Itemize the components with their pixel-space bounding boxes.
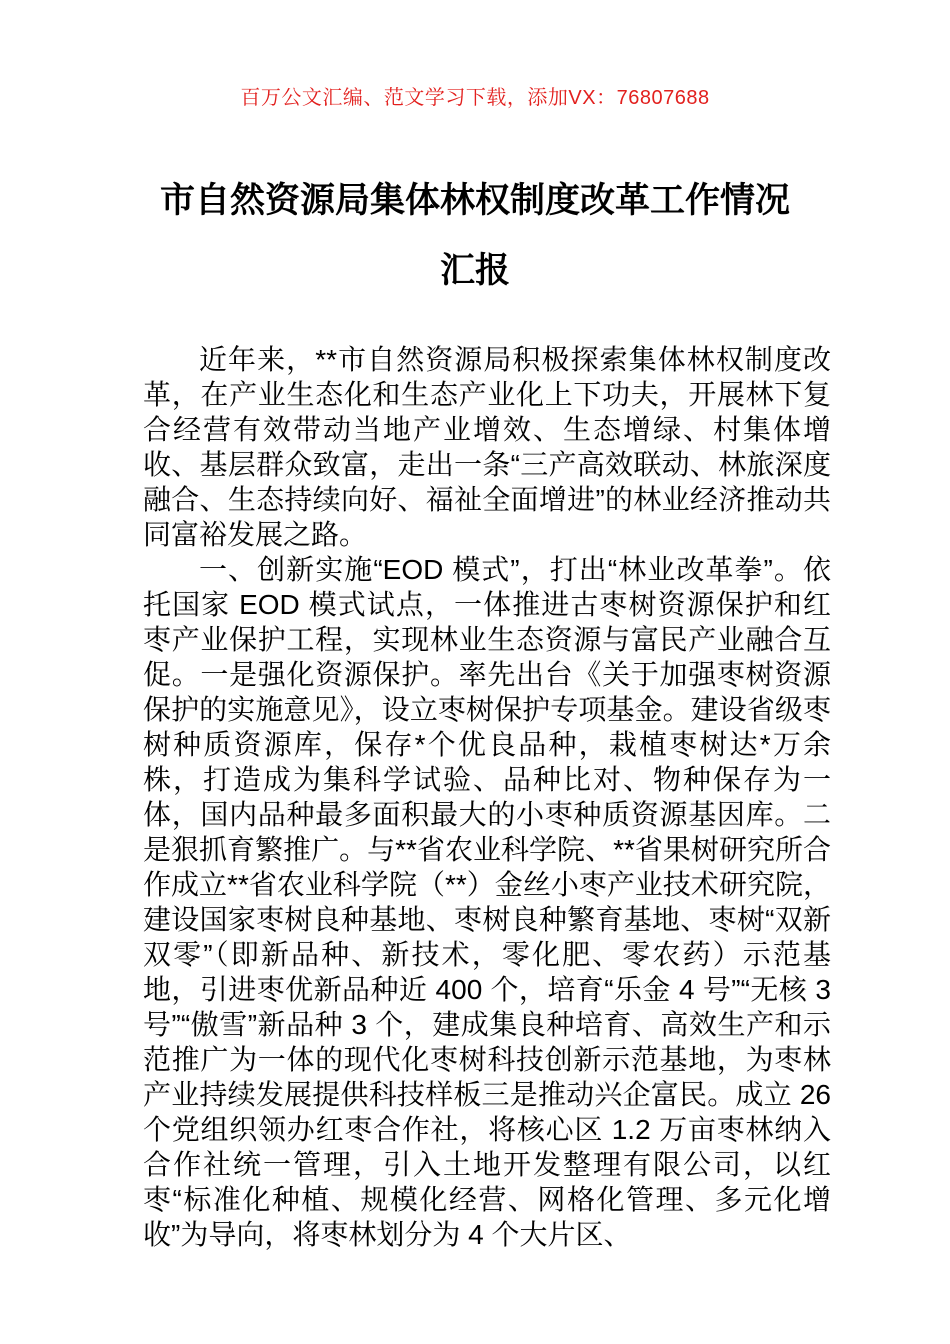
document-body	[143, 342, 831, 1252]
document-title	[0, 166, 950, 306]
paragraph-intro: 近年来，**市自然资源局积极探索集体林权制度改革，在产业生态化和生态产业化上下功夫，开展林下复合经营有效带动当地产业增效、生态增绿、村集体增收、基层群众致富，走出一条“三产高效联动、林旅深度融合、生态持续向好、福祉全面增进”的林业经济推动共同富裕发展之路。	[143, 344, 831, 550]
watermark-text: 百万公文汇编、范文学习下载，添加VX：76807688	[240, 87, 710, 109]
document-title-line2: 汇报	[439, 251, 510, 290]
document-title-line1: 市自然资源局集体林权制度改革工作情况	[159, 181, 790, 220]
paragraph-section-one: 一、创新实施“EOD 模式”，打出“林业改革拳”。依托国家 EOD 模式试点，一体推进古枣树资源保护和红枣产业保护工程，实现林业生态资源与富民产业融合互促。一是强化资源保护。率先出台《关于加强枣树资源保护的实施意见》，设立枣树保护专项基金。建设省级枣树种质资源库，保存*个优良品种，栽植枣树达*万余株，打造成为集科学试验、品种比对、物种保存为一体，国内品种最多面积最大的小枣种质资源基因库。二是狠抓育繁推广。与**省农业科学院、**省果树研究所合作成立**省农业科学院（**）金丝小枣产业技术研究院，建设国家枣树良种基地、枣树良种繁育基地、枣树“双新双零”（即新品种、新技术，零化肥、零农药）示范基地，引进枣优新品种近 400 个，培育“乐金 4 号”“无核 3 号”“傲雪”新品种 3 个，建成集良种培育、高效生产和示范推广为一体的现代化枣树科技创新示范基地，为枣林产业持续发展提供科技样板三是推动兴企富民。成立 26 个党组织领办红枣合作社，将核心区 1.2 万亩枣林纳入合作社统一管理，引入土地开发整理有限公司，以红枣“标准化种植、规模化经营、网格化管理、多元化增收”为导向，将枣林划分为 4 个大片区、	[143, 554, 831, 1250]
